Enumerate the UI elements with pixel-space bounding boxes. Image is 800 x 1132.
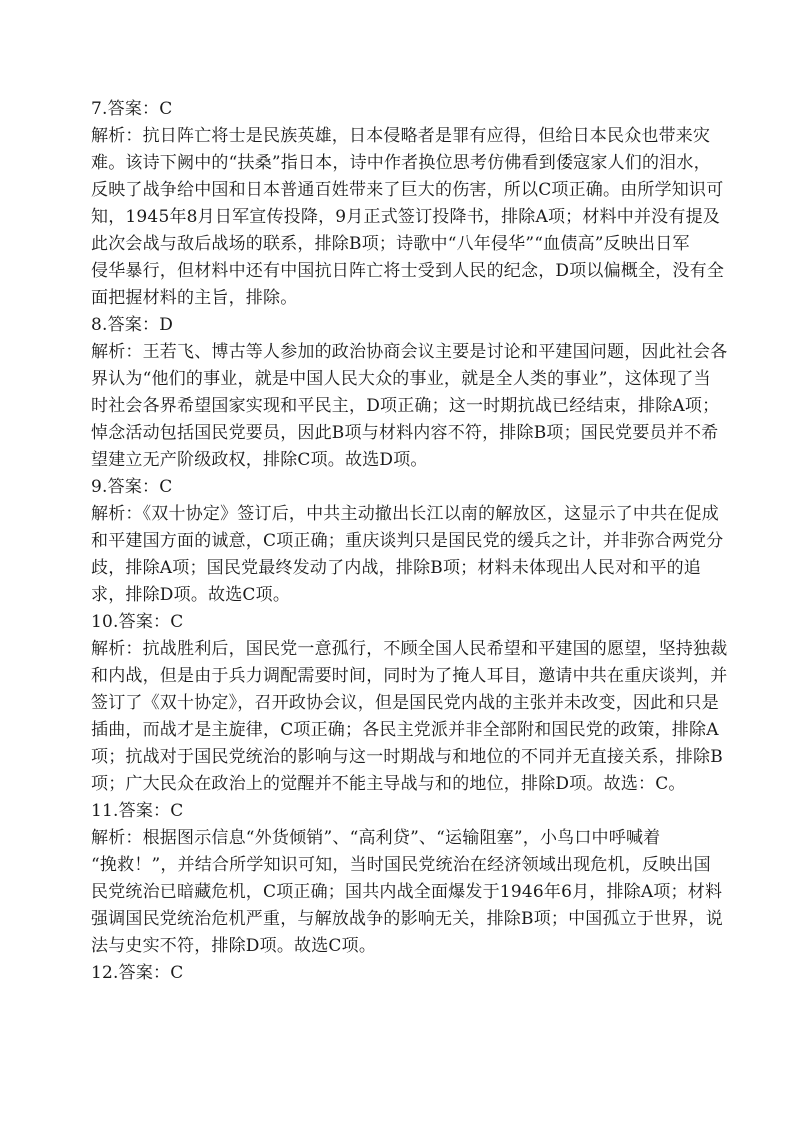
answer-entry-7 <box>91 96 725 312</box>
analysis-line: 项；抗战对于国民党统治的影响与这一时期战与和地位的不同并无直接关系，排除B <box>91 747 723 767</box>
analysis-line: 难。该诗下阙中的“扶桑”指日本，诗中作者换位思考仿佛看到倭寇家人们的泪水， <box>91 153 711 173</box>
answer-entry-11 <box>91 798 723 960</box>
analysis-line: “挽救！”，并结合所学知识可知，当时国民党统治在经济领域出现危机，反映出国 <box>91 855 711 875</box>
analysis-line: 侵华暴行，但材料中还有中国抗日阵亡将士受到人民的纪念，D项以偏概全，没有全 <box>91 261 725 281</box>
analysis-line: 求，排除D项。故选C项。 <box>91 585 291 605</box>
analysis-line: 解析：根据图示信息“外货倾销”、“高利贷”、“运输阻塞”，小鸟口中呼喊着 <box>91 828 661 848</box>
analysis-line: 界认为“他们的事业，就是中国人民大众的事业，就是全人类的事业”，这体现了当 <box>91 369 711 389</box>
analysis-line: 悼念活动包括国民党要员，因此B项与材料内容不符，排除B项；国民党要员并不希 <box>91 423 719 443</box>
analysis-line: 解析：《双十协定》签订后，中共主动撤出长江以南的解放区，这显示了中共在促成 <box>91 504 719 524</box>
analysis-line: 时社会各界希望国家实现和平民主，D项正确；这一时期抗战已经结束，排除A项； <box>91 396 720 416</box>
analysis-line: 和内战，但是由于兵力调配需要时间，同时为了掩人耳目，邀请中共在重庆谈判，并 <box>91 666 728 686</box>
answer-line: 10.答案：C <box>91 612 184 632</box>
analysis-line: 解析：王若飞、博古等人参加的政治协商会议主要是讨论和平建国问题，因此社会各 <box>91 342 728 362</box>
answer-entry-9 <box>91 474 724 609</box>
answer-entry-10 <box>91 609 728 798</box>
answer-line: 12.答案：C <box>91 963 184 983</box>
analysis-line: 签订了《双十协定》，召开政协会议，但是国民党内战的主张并未改变，因此和只是 <box>91 693 719 713</box>
analysis-line: 插曲，而战才是主旋律，C项正确；各民主党派并非全部附和国民党的政策，排除A <box>91 720 719 740</box>
analysis-line: 和平建国方面的诚意，C项正确；重庆谈判只是国民党的缓兵之计，并非弥合两党分 <box>91 531 724 551</box>
analysis-line: 歧，排除A项；国民党最终发动了内战，排除B项；材料未体现出人民对和平的追 <box>91 558 701 578</box>
analysis-line: 项；广大民众在政治上的觉醒并不能主导战与和的地位，排除D项。故选：C。 <box>91 774 686 794</box>
answer-line: 9.答案：C <box>91 477 173 497</box>
analysis-line: 此次会战与敌后战场的联系，排除B项；诗歌中“八年侵华”“血债高”反映出日军 <box>91 234 690 254</box>
document-page <box>91 96 728 987</box>
analysis-line: 反映了战争给中国和日本普通百姓带来了巨大的伤害，所以C项正确。由所学知识可 <box>91 180 724 200</box>
analysis-line: 强调国民党统治危机严重，与解放战争的影响无关，排除B项；中国孤立于世界，说 <box>91 909 723 929</box>
analysis-line: 知，1945年8月日军宣传投降，9月正式签订投降书，排除A项；材料中并没有提及 <box>91 207 720 227</box>
answer-entry-12 <box>91 960 711 987</box>
analysis-line: 面把握材料的主旨，排除。 <box>91 288 298 308</box>
answer-entry-8 <box>91 312 728 474</box>
analysis-line: 望建立无产阶级政权，排除C项。故选D项。 <box>91 450 428 470</box>
analysis-line: 法与史实不符，排除D项。故选C项。 <box>91 936 377 956</box>
analysis-line: 解析：抗战胜利后，国民党一意孤行，不顾全国人民希望和平建国的愿望，坚持独裁 <box>91 639 728 659</box>
answer-line: 8.答案：D <box>91 315 174 335</box>
analysis-line: 民党统治已暗藏危机，C项正确；国共内战全面爆发于1946年6月，排除A项；材料 <box>91 882 723 902</box>
answer-line: 11.答案：C <box>91 801 184 821</box>
answer-line: 7.答案：C <box>91 99 173 119</box>
analysis-line: 解析：抗日阵亡将士是民族英雄，日本侵略者是罪有应得，但给日本民众也带来灾 <box>91 126 711 146</box>
